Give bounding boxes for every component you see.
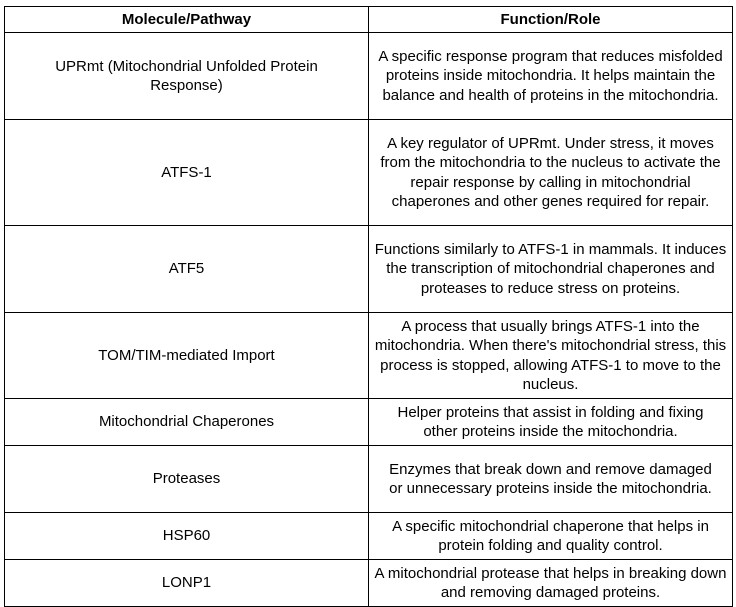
- molecule-cell: ATFS-1: [5, 120, 369, 226]
- function-cell: Helper proteins that assist in folding and fixing other proteins inside the mitochondria.: [369, 399, 733, 446]
- table-row: [5, 513, 733, 560]
- molecule-cell: Proteases: [5, 446, 369, 513]
- table-row: [5, 120, 733, 226]
- table-row: [5, 446, 733, 513]
- function-cell: A process that usually brings ATFS-1 into the mitochondria. When there's mitochondrial stress, this process is stopped, allowing ATFS-1 to move to the nucleus.: [369, 313, 733, 399]
- header-row: [5, 7, 733, 33]
- molecule-function-table: [4, 6, 733, 607]
- function-cell: A specific mitochondrial chaperone that helps in protein folding and quality control.: [369, 513, 733, 560]
- table-row: [5, 33, 733, 120]
- table-row: [5, 226, 733, 313]
- header-function-role: Function/Role: [369, 7, 733, 33]
- molecule-cell: LONP1: [5, 560, 369, 607]
- molecule-cell: UPRmt (Mitochondrial Unfolded Protein Response): [5, 33, 369, 120]
- table-row: [5, 560, 733, 607]
- molecule-cell: ATF5: [5, 226, 369, 313]
- molecule-cell: TOM/TIM-mediated Import: [5, 313, 369, 399]
- table-row: [5, 313, 733, 399]
- function-cell: Enzymes that break down and remove damaged or unnecessary proteins inside the mitochondria.: [369, 446, 733, 513]
- header-molecule-pathway: Molecule/Pathway: [5, 7, 369, 33]
- function-cell: A specific response program that reduces misfolded proteins inside mitochondria. It helps maintain the balance and health of proteins in the mitochondria.: [369, 33, 733, 120]
- table-row: [5, 399, 733, 446]
- molecule-cell: Mitochondrial Chaperones: [5, 399, 369, 446]
- function-cell: A mitochondrial protease that helps in breaking down and removing damaged proteins.: [369, 560, 733, 607]
- function-cell: A key regulator of UPRmt. Under stress, it moves from the mitochondria to the nucleus to activate the repair response by calling in mitochondrial chaperones and other genes required for repair.: [369, 120, 733, 226]
- molecule-cell: HSP60: [5, 513, 369, 560]
- function-cell: Functions similarly to ATFS-1 in mammals. It induces the transcription of mitochondrial chaperones and proteases to reduce stress on proteins.: [369, 226, 733, 313]
